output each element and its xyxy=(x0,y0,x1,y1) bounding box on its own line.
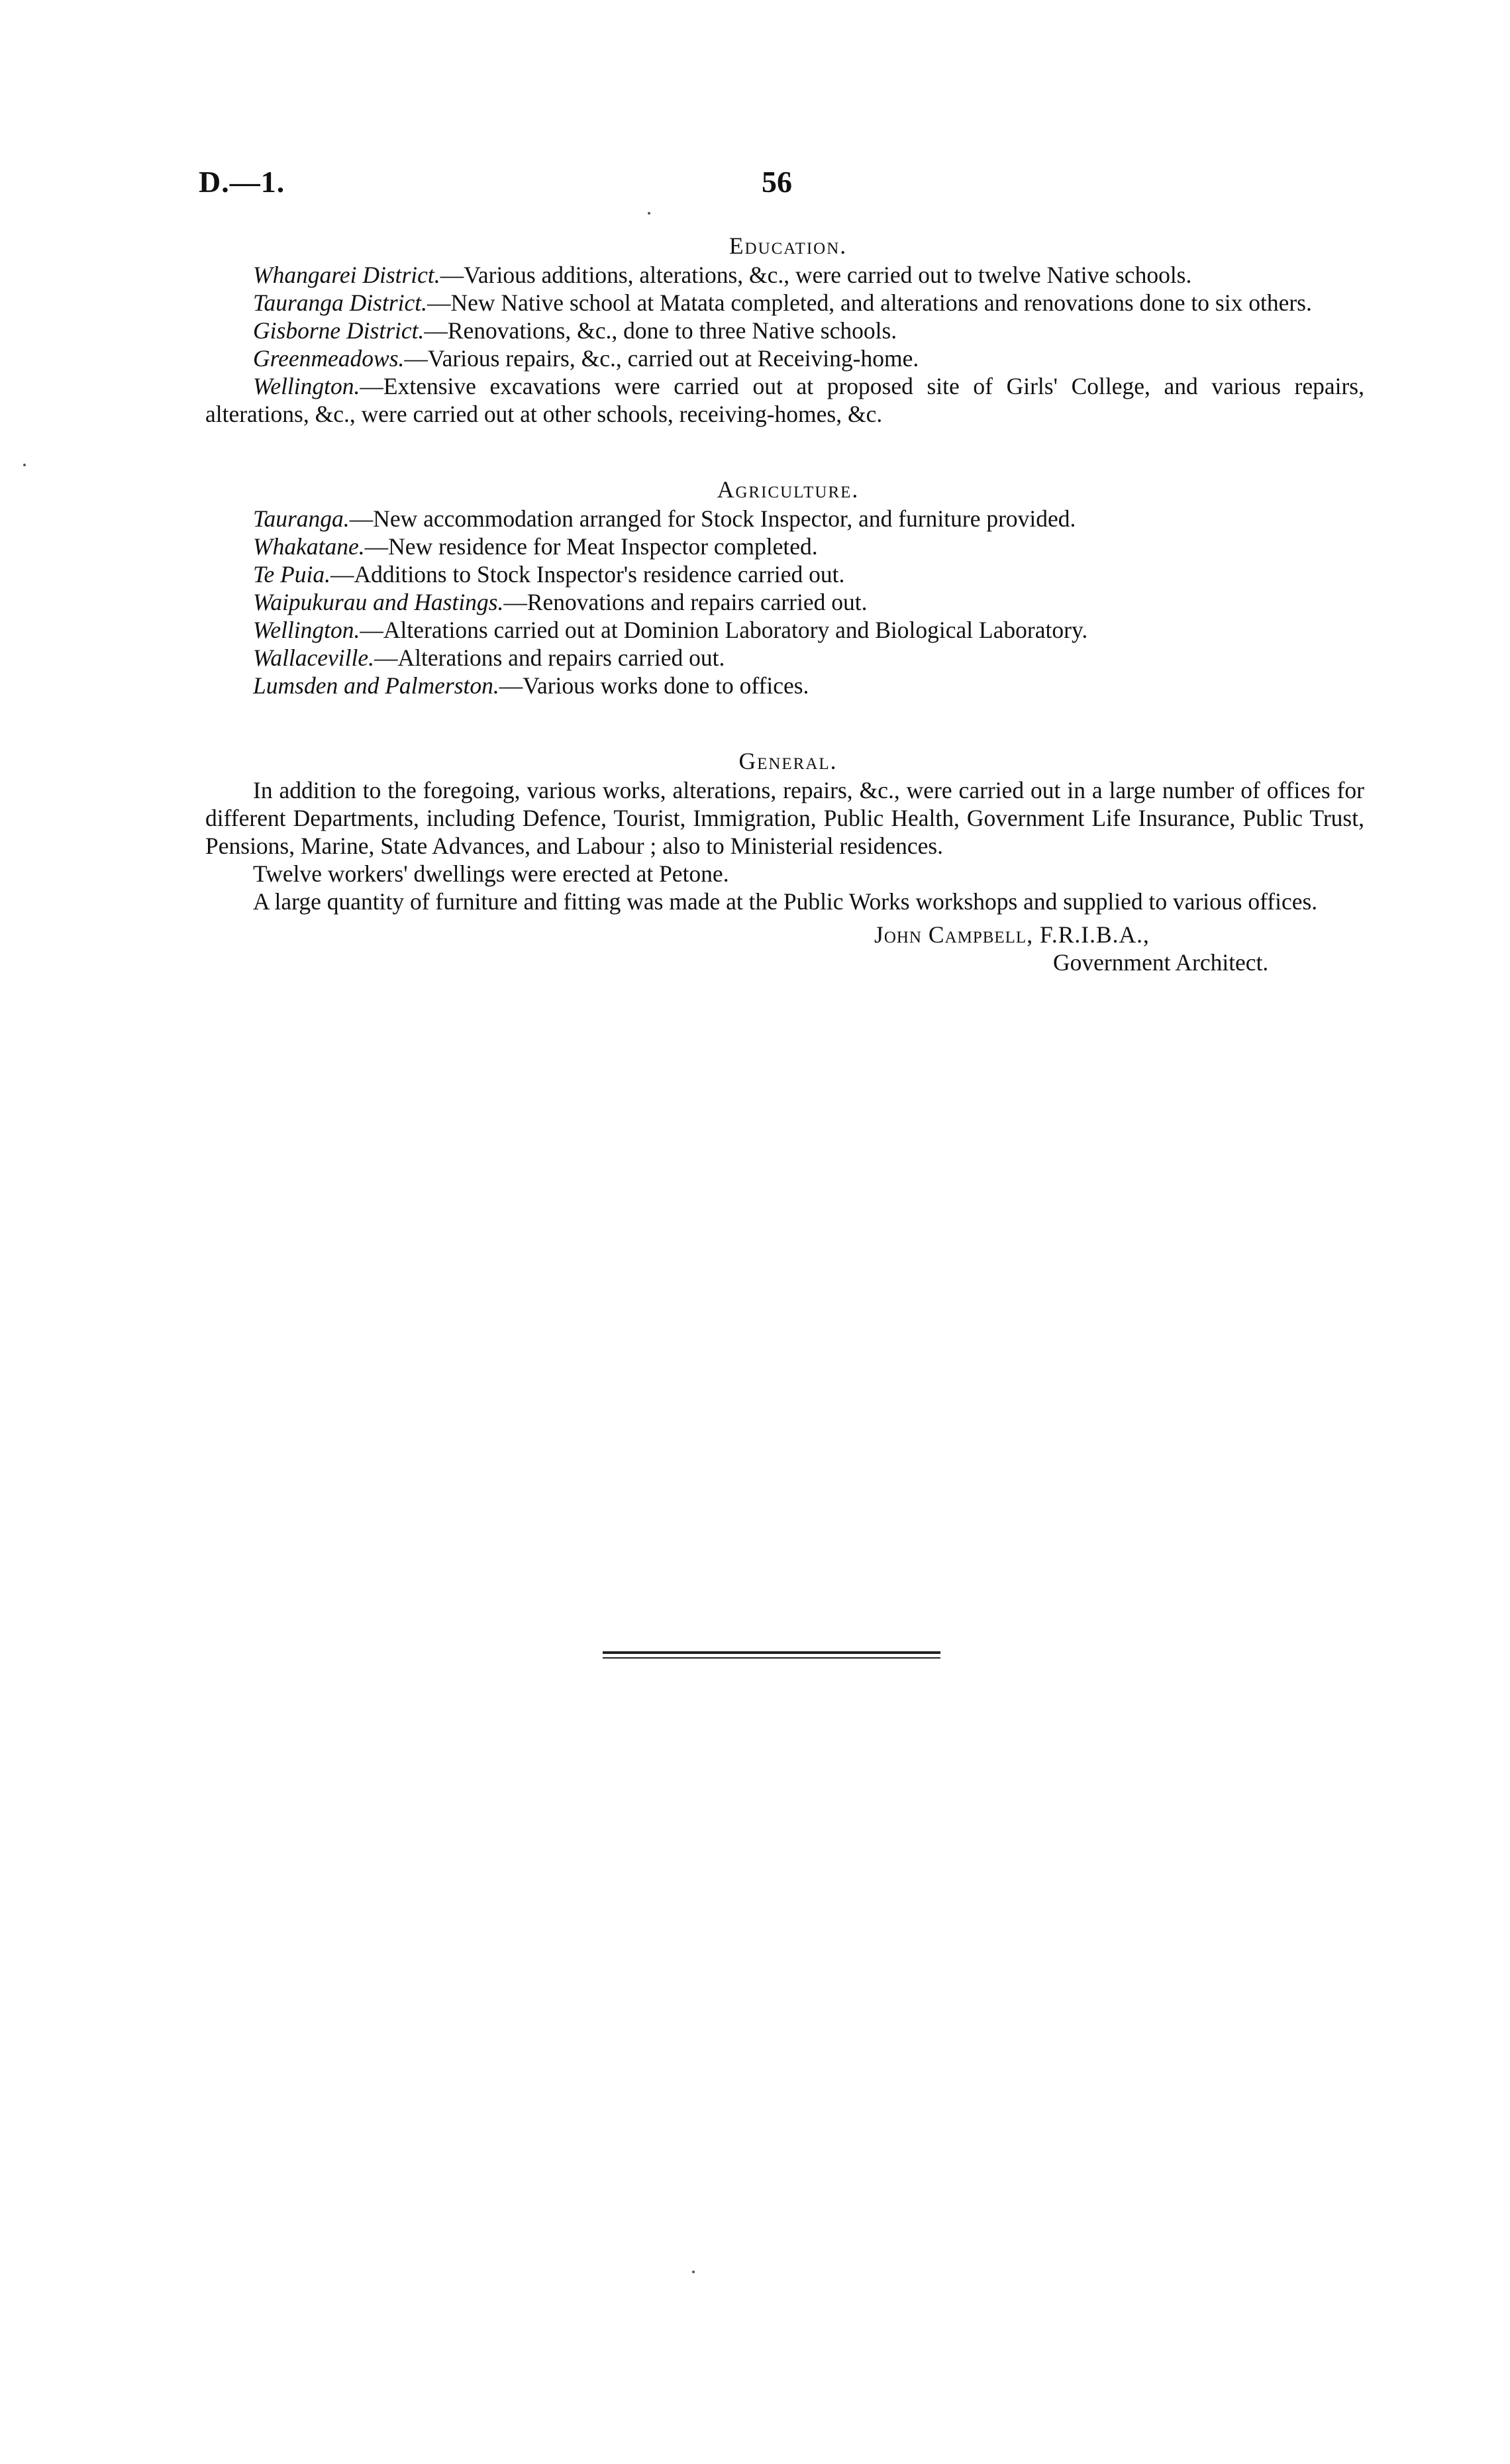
entry-lead: Wellington. xyxy=(253,373,360,399)
body-paragraph xyxy=(205,776,1364,860)
entry-paragraph xyxy=(205,560,1364,588)
section-education xyxy=(205,232,1364,428)
page-number: 56 xyxy=(762,165,792,199)
entry-text: —Various additions, alterations, &c., were carried out to twelve Native schools. xyxy=(440,262,1192,288)
section-heading: Agriculture. xyxy=(717,476,860,503)
paragraph-text: In addition to the foregoing, various works, alterations, repairs, &c., were carried out in a large number of offices for different Departments, including Defence, Tourist, Immigration, Public Health, Government Life Insurance, Public Trust, Pensions, Marine, State Advances, and Labour ; also to Ministerial residences. xyxy=(205,777,1364,859)
entry-lead: Wellington. xyxy=(253,617,360,643)
entry-text: —Renovations and repairs carried out. xyxy=(503,589,868,615)
entry-text: —New residence for Meat Inspector completed. xyxy=(364,533,818,560)
entry-lead: Gisborne District. xyxy=(253,317,425,344)
scan-speck xyxy=(23,464,26,466)
signatory-title: Government Architect. xyxy=(1053,949,1269,976)
entry-lead: Tauranga District. xyxy=(253,289,428,316)
entry-text: —New Native school at Matata completed, and alterations and renovations done to six others. xyxy=(427,289,1312,316)
section-heading: Education. xyxy=(729,232,848,259)
entry-lead: Greenmeadows. xyxy=(253,345,405,372)
entry-paragraph xyxy=(205,616,1364,644)
body-paragraph xyxy=(205,860,1364,888)
closing-rule xyxy=(603,1651,940,1654)
entry-text: —Additions to Stock Inspector's residence carried out. xyxy=(330,561,845,588)
entry-text: —Alterations carried out at Dominion Laboratory and Biological Laboratory. xyxy=(360,617,1088,643)
entry-lead: Wallaceville. xyxy=(253,644,375,671)
report-body xyxy=(205,232,1364,976)
body-paragraph xyxy=(205,888,1364,915)
entry-lead: Whangarei District. xyxy=(253,262,440,288)
document-reference: D.—1. xyxy=(199,165,285,199)
entry-paragraph xyxy=(205,533,1364,560)
entry-text: —Various repairs, &c., carried out at Receiving-home. xyxy=(404,345,919,372)
signature-block xyxy=(205,921,1364,976)
entry-lead: Te Puia. xyxy=(253,561,331,588)
section-heading: General. xyxy=(738,748,838,774)
entry-text: —Renovations, &c., done to three Native schools. xyxy=(424,317,897,344)
entry-paragraph xyxy=(205,372,1364,428)
entry-text: —New accommodation arranged for Stock Inspector, and furniture provided. xyxy=(349,505,1076,532)
scan-speck xyxy=(692,2271,695,2273)
entry-paragraph xyxy=(205,672,1364,699)
entry-paragraph xyxy=(205,344,1364,372)
entry-paragraph xyxy=(205,261,1364,289)
entry-text: —Alterations and repairs carried out. xyxy=(374,644,725,671)
entry-paragraph xyxy=(205,317,1364,344)
signatory-name: John Campbell, F.R.I.B.A., xyxy=(874,921,1150,948)
entry-lead: Tauranga. xyxy=(253,505,350,532)
entry-paragraph xyxy=(205,644,1364,672)
section-agriculture xyxy=(205,476,1364,699)
scan-speck xyxy=(648,212,650,215)
entry-text: —Extensive excavations were carried out at proposed site of Girls' College, and various repairs, alterations, &c., were carried out at other schools, receiving-homes, &c. xyxy=(205,373,1364,427)
entry-lead: Waipukurau and Hastings. xyxy=(253,589,504,615)
entry-paragraph xyxy=(205,588,1364,616)
entry-paragraph xyxy=(205,289,1364,317)
entry-lead: Lumsden and Palmerston. xyxy=(253,672,499,699)
closing-rule-thin xyxy=(603,1657,940,1659)
section-general xyxy=(205,747,1364,915)
paragraph-text: A large quantity of furniture and fitting was made at the Public Works workshops and supplied to various offices. xyxy=(253,888,1318,915)
entry-text: —Various works done to offices. xyxy=(499,672,809,699)
entry-lead: Whakatane. xyxy=(253,533,365,560)
entry-paragraph xyxy=(205,505,1364,533)
paragraph-text: Twelve workers' dwellings were erected at Petone. xyxy=(253,860,729,887)
